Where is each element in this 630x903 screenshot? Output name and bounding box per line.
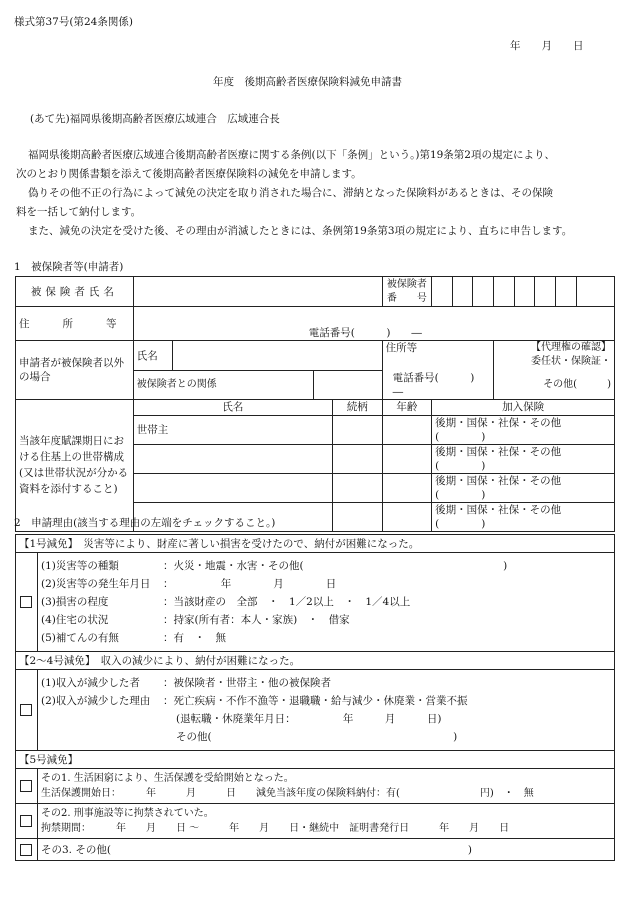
insured-name-field[interactable] [133,277,382,307]
item-value: ：持家(所有者：本人・家族) ・ 借家 [162,614,350,626]
insured-number-digit[interactable] [576,277,614,307]
group3-a-line: 生活保護開始日： 年 月 日 減免当該年度の保険料納付：有( 円) ・ 無 [40,788,534,799]
col-insurance: 加入保険 [432,399,615,415]
item-value: ：当該財産の 全部 ・ 1／2以上 ・ 1／4以上 [162,596,411,608]
intro-text [16,146,618,241]
household-relation-cell[interactable] [333,502,383,531]
item-label: (1)災害等の種類 [40,560,119,572]
group2-details [37,670,614,751]
group1-item [41,593,611,611]
insured-number-digit[interactable] [556,277,577,307]
date-line: 年 月 日 [510,40,584,52]
applicant-label: 申請者が被保険者以外の場合 [16,341,134,400]
group2-item: その他( ) [175,731,458,743]
checkbox-icon [20,704,32,716]
group1-item [41,575,611,593]
form-number: 様式第37号(第24条関係) [14,16,133,28]
item-value: ：有 ・ 無 [162,632,226,644]
group3-b-checkbox[interactable] [16,804,38,839]
insured-number-digit[interactable] [535,277,556,307]
item-value: ： 年 月 日 [162,578,337,590]
household-age-cell[interactable] [382,473,432,502]
insured-number-label [382,277,432,307]
page-title: 年度 後期高齢者医療保険料減免申請書 [213,76,402,88]
checkbox-icon [20,844,32,856]
household-label: 当該年度賦課期日における住基上の世帯構成(又は世帯状況が分かる資料を添付すること) [16,399,134,531]
insured-number-digit[interactable] [432,277,453,307]
item-label: (2)収入が減少した理由 [40,695,151,707]
address-label: 住 所 等 [16,307,134,341]
group1-item [41,611,611,629]
item-label: (1)収入が減少した者 [40,677,140,689]
insured-number-digit[interactable] [473,277,494,307]
address-field[interactable] [133,307,614,341]
insured-number-digit[interactable] [452,277,473,307]
group1-item [41,557,611,575]
household-relation-cell[interactable] [333,415,383,444]
household-name-cell[interactable] [133,473,332,502]
intro-line: また、減免の決定を受けた後、その理由が消滅したときには、条例第19条第3項の規定により、直ちに申告します。 [28,225,573,237]
proxy-check [494,341,615,371]
group3-title: 【5号減免】 [16,751,615,769]
group2-item: (退転職・休廃業年月日： 年 月 日) [175,713,442,725]
household-insurance-cell[interactable]: 後期・国保・社保・その他( ) [432,415,615,444]
household-relation-cell[interactable] [333,444,383,473]
applicant-phone: 電話番号( ) ― [382,371,493,400]
household-insurance-cell[interactable]: 後期・国保・社保・その他( ) [432,502,615,531]
intro-line: 偽りその他不正の行為によって減免の決定を取り消された場合に、滞納となった保険料があるときは、その保険 [28,187,553,199]
proxy-docs: 委任状・保険証・ [531,356,611,367]
checkbox-icon [20,815,32,827]
col-age: 年齢 [382,399,432,415]
group3-b [37,804,614,839]
addressee: (あて先)福岡県後期高齢者医療広域連合 広域連合長 [30,113,280,125]
col-relation: 続柄 [333,399,383,415]
intro-line: 次のとおり関係書類を添えて後期高齢者医療保険料の減免を申請します。 [16,168,362,180]
relation-field[interactable] [314,371,382,400]
group3-c: その3. その他( ) [37,839,614,861]
reason-table [15,534,615,861]
relation-label: 被保険者との関係 [133,371,314,400]
applicant-name-field[interactable] [172,341,382,371]
group3-a-line: その1. 生活困窮により、生活保護を受給開始となった。 [40,773,294,784]
household-insurance-cell[interactable]: 後期・国保・社保・その他( ) [432,473,615,502]
proxy-label: 【代理権の確認】 [531,342,611,353]
insured-number-label-line: 被保険者 [386,278,427,290]
group3-b-line: 拘禁期間： 年 月 日 ～ 年 月 日・継続中 証明書発行日 年 月 日 [40,823,510,834]
group1-item [41,629,611,647]
head-of-household-label: 世帯主 [136,423,169,436]
household-name-cell[interactable] [133,415,332,444]
checkbox-icon [20,596,32,608]
insured-number-digit[interactable] [494,277,515,307]
item-label: (3)損害の程度 [40,596,109,608]
intro-line: 料を一括して納付します。 [16,206,142,218]
intro-line: 福岡県後期高齢者医療広域連合後期高齢者医療に関する条例(以下「条例」という。)第19条第2項の規定により、 [28,149,555,161]
household-relation-cell[interactable] [333,473,383,502]
group2-title: 【2～4号減免】 収入の減少により、納付が困難になった。 [16,652,615,670]
household-name-cell[interactable] [133,444,332,473]
item-label: (5)補てんの有無 [40,632,119,644]
insured-number-label-line: 番 号 [386,292,427,304]
proxy-docs-other: その他( ) [494,371,615,400]
section2-heading: 2 申請理由(該当する理由の左端をチェックすること。) [14,517,276,529]
item-label: (4)住宅の状況 [40,614,109,626]
group1-details [37,553,614,652]
applicant-table [15,276,615,532]
checkbox-icon [20,780,32,792]
group3-a [37,769,614,804]
group2-item [41,692,611,710]
group1-checkbox[interactable] [16,553,38,652]
item-value: ：被保険者・世帯主・他の被保険者 [162,677,331,689]
group3-b-line: その2. 刑事施設等に拘禁されていた。 [40,808,214,819]
group1-title: 【1号減免】 災害等により、財産に著しい損害を受けたので、納付が困難になった。 [16,535,615,553]
group3-c-checkbox[interactable] [16,839,38,861]
phone-label: 電話番号( ) ― [308,327,422,339]
household-age-cell[interactable] [382,502,432,531]
household-age-cell[interactable] [382,415,432,444]
applicant-address-field[interactable] [382,341,493,371]
applicant-address-label: 住所等 [385,342,418,354]
group2-item [41,674,611,692]
item-value: ：死亡疾病・不作不漁等・退職職・給与減少・休廃業・営業不振 [162,695,468,707]
household-age-cell[interactable] [382,444,432,473]
insured-name-label: 被保険者氏名 [16,277,134,307]
group3-a-checkbox[interactable] [16,769,38,804]
household-insurance-cell[interactable]: 後期・国保・社保・その他( ) [432,444,615,473]
item-label: (2)災害等の発生年月日 [40,578,151,590]
section1-heading: 1 被保険者等(申請者) [14,261,124,273]
group2-checkbox[interactable] [16,670,38,751]
applicant-name-label: 氏名 [133,341,172,371]
item-value: ：火災・地震・水害・その他( ) [162,560,508,572]
insured-number-digit[interactable] [514,277,535,307]
col-name: 氏名 [133,399,332,415]
